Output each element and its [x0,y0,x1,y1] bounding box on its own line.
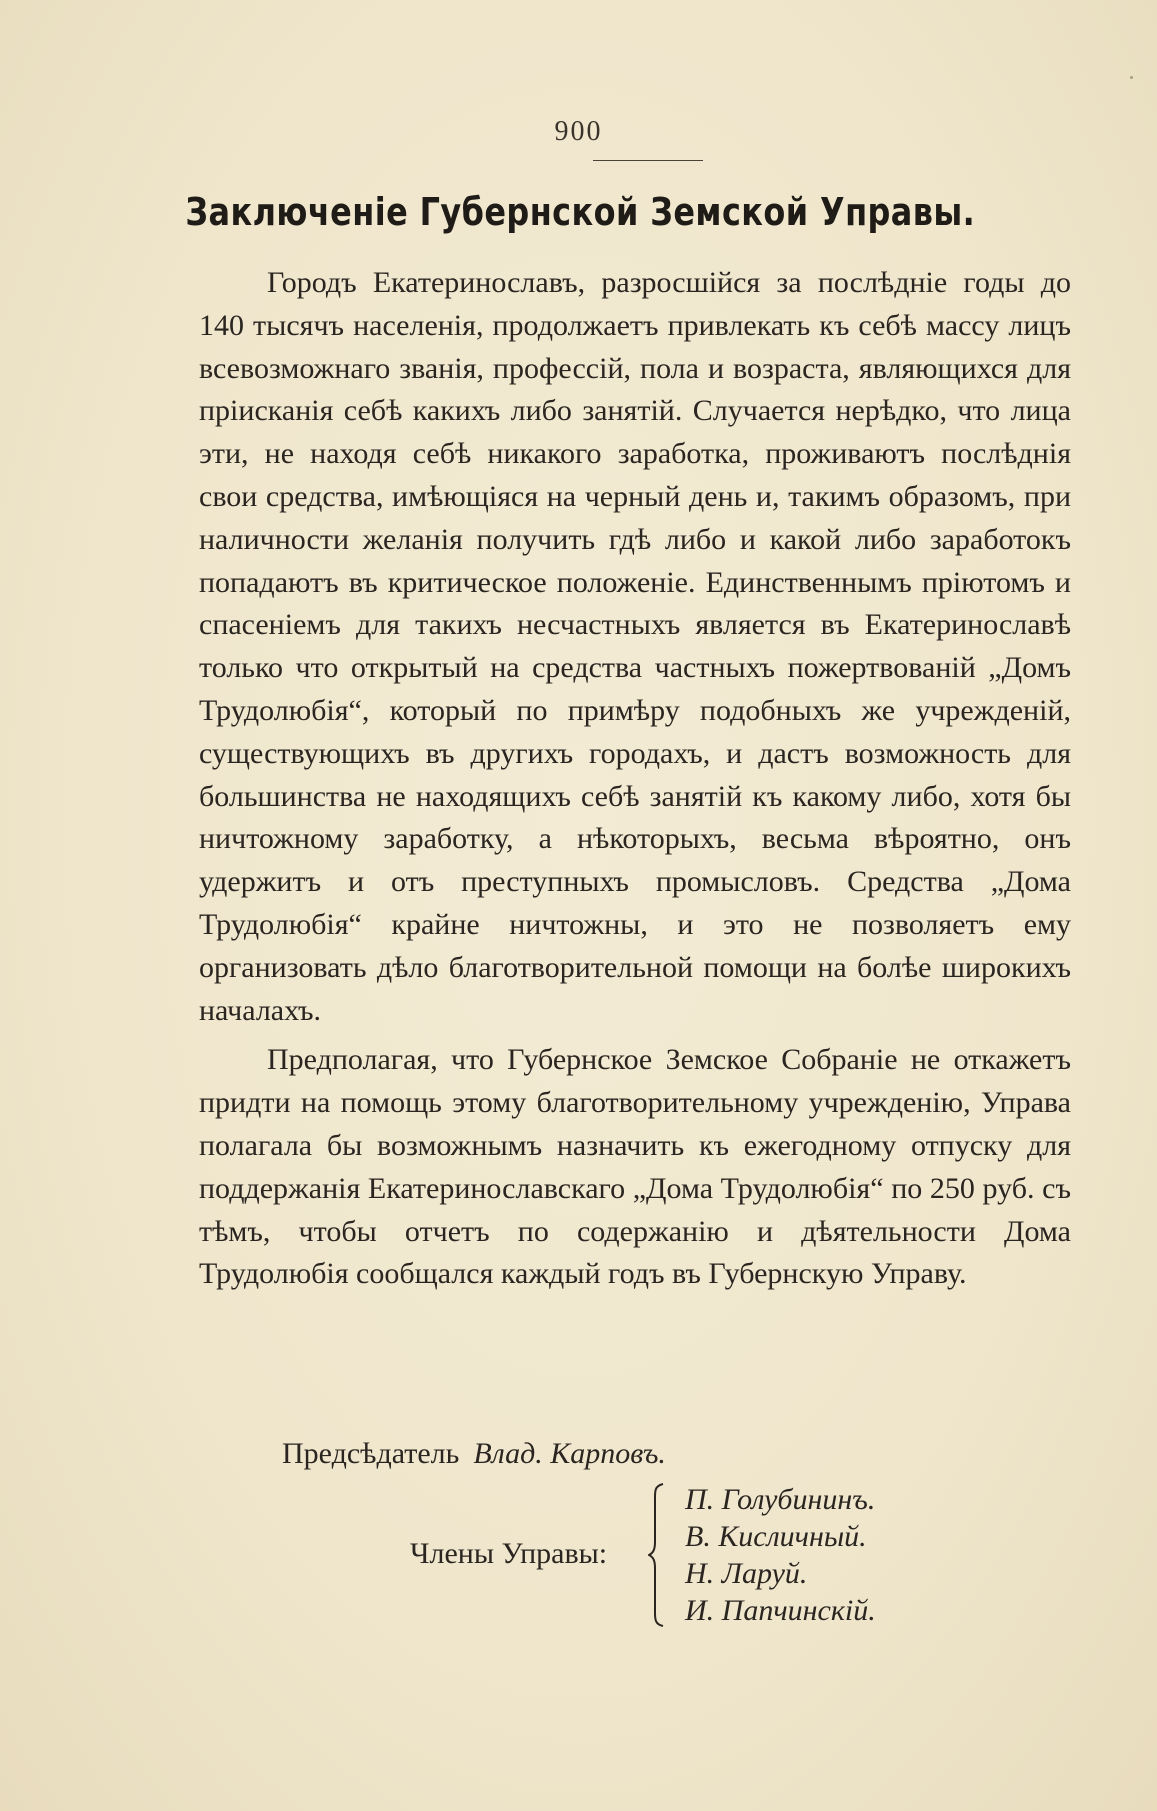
page-number: 900 [554,116,603,147]
members-list [685,1481,876,1629]
chairman-name: Влад. Карповъ. [473,1437,666,1470]
paragraph-2: Предполагая, что Губернское Земское Собраніе не откажетъ придти на помощь этому благотворительному учрежденію, Управа полагала бы возможнымъ назначить къ ежегодному отпуску для поддержанія Екатеринославскаго „Дома Трудолюбія“ по 250 руб. съ тѣмъ, чтобы отчетъ по содержанію и дѣятельности Дома Трудолюбія сообщался каждый годъ въ Губернскую Управу. [199,1043,1071,1291]
member-name: И. Папчинскій. [685,1594,876,1627]
paragraph-1: Городъ Екатеринославъ, разросшійся за послѣдніе годы до 140 тысячъ населенія, продолжаетъ привлекать къ себѣ массу лицъ всевозможнаго званія, профессій, пола и возраста, являющихся для пріисканія себѣ какихъ либо занятій. Случается нерѣдко, что лица эти, не находя себѣ никакого заработка, проживаютъ послѣднія свои средства, имѣющіяся на черный день и, такимъ образомъ, при наличности желанія получить гдѣ либо и какой либо заработокъ попадаютъ въ критическое положеніе. Единственнымъ пріютомъ и спасеніемъ для такихъ несчастныхъ является въ Екатеринославѣ только что открытый на средства частныхъ пожертвованій „Домъ Трудолюбія“, который по примѣру подобныхъ же учрежденій, существующихъ въ другихъ городахъ, и дастъ возможность для большинства не находящихъ себѣ занятій къ какому либо, хотя бы ничтожному заработку, а нѣкоторыхъ, весьма вѣроятно, онъ удержитъ и отъ преступныхъ промысловъ. Средства „Дома Трудолюбія“ крайне ничтожны, и это не позволяетъ ему организовать дѣло благотворительной помощи на болѣе широкихъ началахъ. [199,266,1071,1027]
member-name: В. Кисличный. [685,1520,867,1553]
chairman-signature [282,1437,666,1471]
members-label: Члены Управы: [410,1537,608,1570]
member-name: П. Голубининъ. [685,1483,876,1516]
page-heading: Заключеніе Губернской Земской Управы. [185,190,976,234]
curly-brace-icon [648,1482,666,1628]
scan-speck [1130,76,1133,79]
member-name: Н. Ларуй. [685,1557,808,1590]
body-text [199,262,1071,1296]
chairman-label: Предсѣдатель [282,1437,460,1470]
page-number-rule [593,160,703,161]
